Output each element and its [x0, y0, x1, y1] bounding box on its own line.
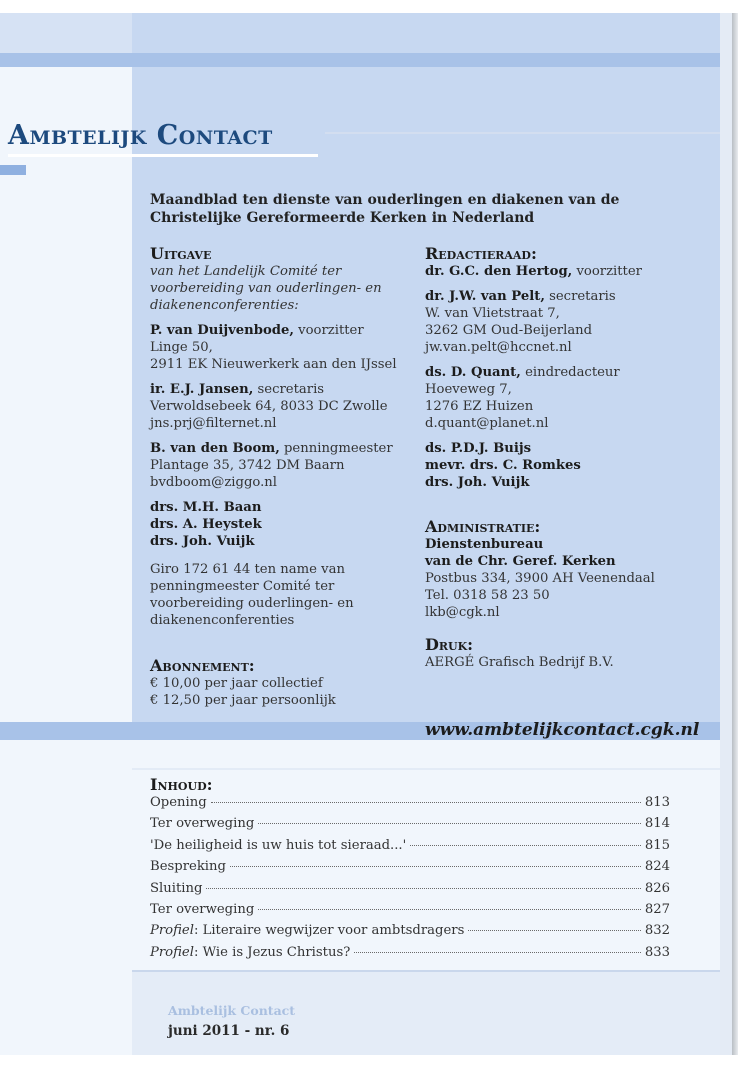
chair-address-2: 2911 EK Nieuwerkerk aan den IJssel	[150, 357, 397, 372]
divider-line	[325, 132, 720, 134]
druk-heading: Druk:	[425, 635, 474, 654]
abonnement-block	[150, 657, 415, 709]
chair-address-1: Linge 50,	[150, 340, 213, 355]
masthead-title: Ambtelijk Contact	[8, 120, 273, 151]
toc-entry-prefix: Profiel	[150, 923, 194, 939]
toc-leader-dots	[468, 930, 640, 931]
toc-leader-dots	[354, 952, 641, 953]
toc-entry-title	[150, 838, 406, 853]
toc-entry-text: Sluiting	[150, 880, 203, 896]
toc-entry	[150, 795, 670, 816]
treasurer-address: Plantage 35, 3742 DM Baarn	[150, 458, 345, 473]
side-tab	[0, 165, 26, 175]
toc-entry-title	[150, 795, 207, 810]
divider-line	[132, 970, 720, 972]
toc-entry	[150, 816, 670, 837]
toc-leader-dots	[230, 866, 641, 867]
uitgave-heading: Uitgave	[150, 244, 212, 263]
chair-role: voorzitter	[293, 323, 364, 338]
toc-entry-title	[150, 923, 464, 938]
editor-chair-role: voorzitter	[572, 264, 642, 279]
treasurer-name: B. van den Boom,	[150, 441, 280, 456]
secretary-block	[150, 381, 415, 432]
editor-chair-name: dr. G.C. den Hertog,	[425, 264, 573, 279]
toc-entry	[150, 881, 670, 902]
toc-entry-text: Opening	[150, 795, 207, 810]
final-editor-role: eindredacteur	[520, 365, 620, 380]
toc-entry	[150, 945, 670, 966]
toc-entry-title	[150, 945, 350, 960]
price-collective: € 10,00 per jaar collectief	[150, 676, 323, 691]
admin-org-sub: van de Chr. Geref. Kerken	[425, 554, 616, 569]
right-column	[425, 245, 715, 671]
toc-entry	[150, 923, 670, 944]
toc-entry-text: Ter overweging	[150, 901, 255, 917]
website-url: www.ambtelijkcontact.cgk.nl	[425, 720, 700, 740]
editor-secretary-email: jw.van.pelt@hccnet.nl	[425, 340, 572, 355]
final-editor-name: ds. D. Quant,	[425, 365, 521, 380]
final-editor-block	[425, 364, 715, 432]
toc-entry-title	[150, 859, 226, 874]
member-name: drs. M.H. Baan	[150, 500, 262, 515]
final-editor-email: d.quant@planet.nl	[425, 416, 549, 431]
final-editor-address-2: 1276 EZ Huizen	[425, 399, 534, 414]
chair-block	[150, 322, 415, 373]
footer-issue: juni 2011 - nr. 6	[168, 1023, 290, 1039]
toc-entry-text: Bespreking	[150, 859, 226, 875]
secretary-role: secretaris	[253, 382, 325, 397]
subtitle: Maandblad ten dienste van ouderlingen en diakenen van de Christelijke Gereformeerde Kerken in Nederland	[150, 192, 620, 226]
toc-entry-text: : Wie is Jezus Christus?	[193, 944, 351, 960]
member-name: drs. A. Heystek	[150, 517, 262, 532]
page-edge	[720, 13, 732, 1055]
masthead-underline	[8, 154, 318, 157]
treasurer-email: bvdboom@ziggo.nl	[150, 475, 278, 490]
toc-page-number: 824	[644, 859, 670, 875]
editor-secretary-address-2: 3262 GM Oud-Beijerland	[425, 323, 593, 338]
abonnement-heading: Abonnement:	[150, 656, 255, 675]
editor-members-block	[425, 440, 715, 491]
admin-org: Dienstenbureau	[425, 537, 544, 552]
chair-name: P. van Duijvenbode,	[150, 323, 294, 338]
top-stripe	[0, 53, 720, 67]
administratie-heading: Administratie:	[425, 517, 541, 536]
toc-leader-dots	[211, 802, 641, 803]
inhoud-heading: Inhoud:	[150, 775, 213, 794]
divider-line	[132, 768, 720, 770]
editor-secretary-name: dr. J.W. van Pelt,	[425, 289, 545, 304]
toc-entry-text: : Literaire wegwijzer voor ambtsdragers	[193, 923, 465, 939]
toc-leader-dots	[258, 909, 641, 910]
editor-member: drs. Joh. Vuijk	[425, 475, 530, 490]
editor-member: ds. P.D.J. Buijs	[425, 441, 532, 456]
editor-secretary-address-1: W. van Vlietstraat 7,	[425, 306, 560, 321]
druk-block	[425, 636, 715, 671]
toc-entry-title	[150, 902, 254, 917]
editor-secretary-block	[425, 288, 715, 356]
final-editor-address-1: Hoeveweg 7,	[425, 382, 512, 397]
page-shadow	[732, 13, 738, 1055]
toc-entry	[150, 902, 670, 923]
redactieraad-heading: Redactieraad:	[425, 244, 537, 263]
toc-entry-title	[150, 881, 202, 896]
secretary-name: ir. E.J. Jansen,	[150, 382, 254, 397]
toc-entry	[150, 859, 670, 880]
printer-name: AERGÉ Grafisch Bedrijf B.V.	[425, 655, 614, 670]
footer-magazine-name: Ambtelijk Contact	[168, 1003, 296, 1018]
toc-entry-text: 'De heiligheid is uw huis tot sieraad...'	[150, 837, 407, 853]
giro-text: Giro 172 61 44 ten name van penningmeester Comité ter voorbereiding ouderlingen- en diakenenconferenties	[150, 562, 354, 628]
editor-member: mevr. drs. C. Romkes	[425, 458, 581, 473]
uitgave-intro: van het Landelijk Comité ter voorbereiding van ouderlingen- en diakenenconferenties:	[150, 264, 382, 313]
admin-phone: Tel. 0318 58 23 50	[425, 588, 550, 603]
toc-page-number: 814	[644, 816, 670, 832]
left-column	[150, 245, 415, 709]
toc-entry-text: Ter overweging	[150, 816, 255, 832]
treasurer-block	[150, 440, 415, 491]
toc-entry-title	[150, 816, 254, 831]
toc-page-number: 827	[644, 901, 670, 917]
treasurer-role: penningmeester	[279, 441, 393, 456]
secretary-email: jns.prj@filternet.nl	[150, 416, 277, 431]
toc-page-number: 813	[644, 795, 670, 810]
members-block	[150, 499, 415, 550]
table-of-contents	[150, 795, 670, 966]
toc-page-number: 815	[644, 837, 670, 853]
administratie-block	[425, 518, 715, 621]
toc-entry-prefix: Profiel	[150, 944, 194, 960]
toc-page-number: 833	[644, 944, 670, 960]
toc-page-number: 826	[644, 880, 670, 896]
admin-email: lkb@cgk.nl	[425, 605, 500, 620]
magazine-page	[0, 13, 732, 1055]
toc-entry	[150, 838, 670, 859]
editor-secretary-role: secretaris	[544, 289, 616, 304]
toc-leader-dots	[258, 823, 641, 824]
admin-address: Postbus 334, 3900 AH Veenendaal	[425, 571, 655, 586]
member-name: drs. Joh. Vuijk	[150, 534, 255, 549]
toc-page-number: 832	[644, 923, 670, 939]
secretary-address: Verwoldsebeek 64, 8033 DC Zwolle	[150, 399, 388, 414]
price-personal: € 12,50 per jaar persoonlijk	[150, 693, 336, 708]
toc-leader-dots	[410, 845, 641, 846]
toc-leader-dots	[206, 888, 640, 889]
